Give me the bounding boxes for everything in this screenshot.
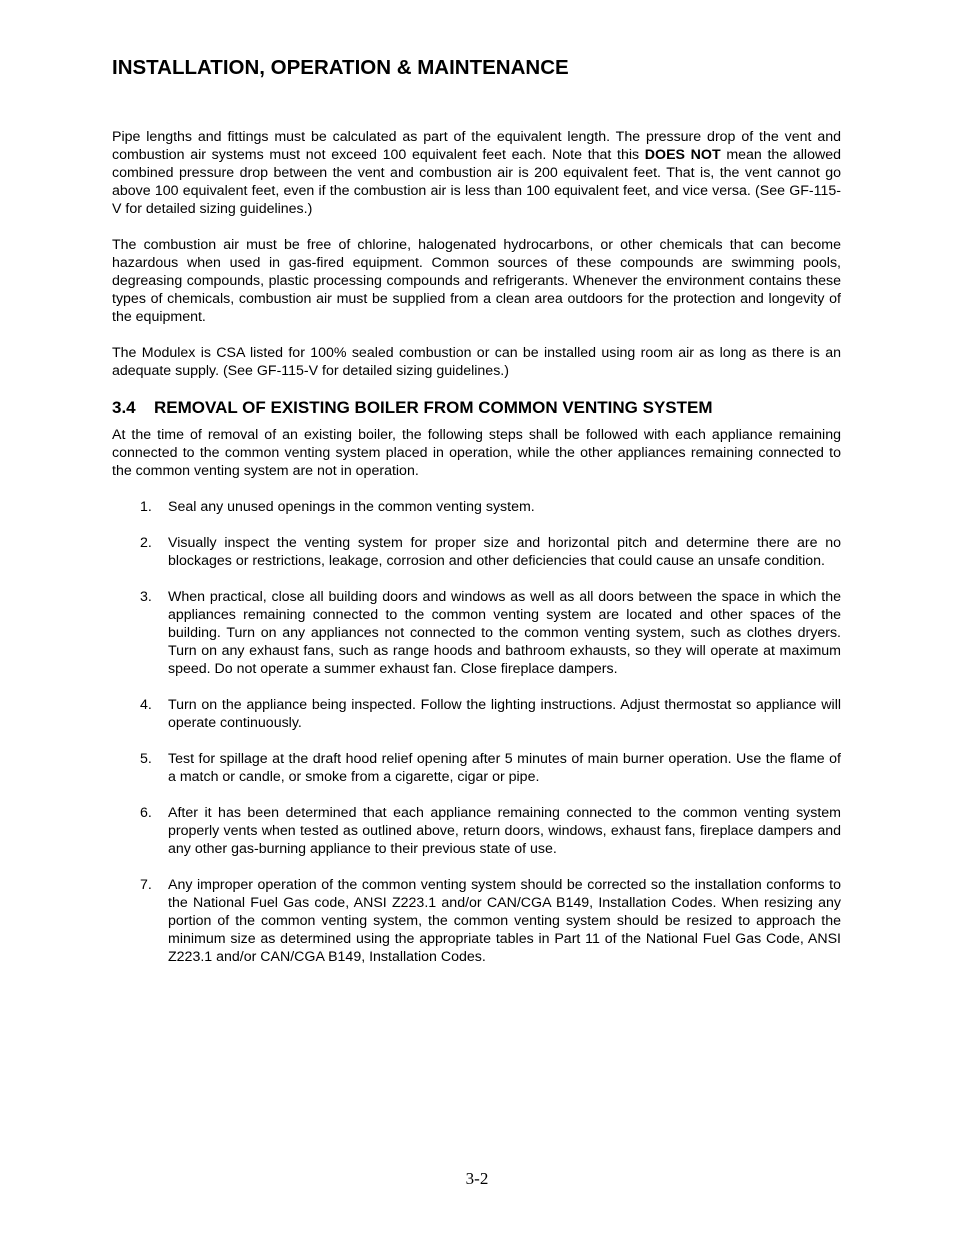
step-text: Any improper operation of the common venting system should be corrected so the installation conforms to the National Fuel Gas code, ANSI Z223.1 and/or CAN/CGA B149, Installation Codes. When resizing any portion of the common venting system, the common venting system should be resized to approach the minimum size as determined using the appropriate tables in Part 11 of the National Fuel Gas Code, ANSI Z223.1 and/or CAN/CGA B149, Installation Codes.: [168, 877, 841, 965]
step-number: 1.: [140, 499, 152, 515]
step-number: 7.: [140, 877, 152, 893]
paragraph-text: Pipe lengths and fittings must be calculated as part of the equivalent length. The pressure drop of the vent and combustion air systems must not exceed 100 equivalent feet each. Note that this: [112, 129, 841, 163]
list-item: [112, 876, 841, 966]
step-text: Test for spillage at the draft hood relief opening after 5 minutes of main burner operation. Use the flame of a match or candle, or smoke from a cigarette, cigar or pipe.: [168, 751, 841, 785]
list-item: [112, 588, 841, 678]
list-item: [112, 498, 841, 516]
paragraph-csa-listing: The Modulex is CSA listed for 100% sealed combustion or can be installed using room air as long as there is an adequate supply. (See GF-115-V for detailed sizing guidelines.): [112, 345, 841, 379]
section-title: REMOVAL OF EXISTING BOILER FROM COMMON VENTING SYSTEM: [154, 398, 713, 417]
emphasis-text: DOES NOT: [644, 147, 721, 163]
step-number: 5.: [140, 751, 152, 767]
list-item: [112, 534, 841, 570]
page-title: INSTALLATION, OPERATION & MAINTENANCE: [112, 56, 569, 79]
list-item: [112, 750, 841, 786]
step-text: Seal any unused openings in the common venting system.: [168, 499, 535, 515]
step-text: When practical, close all building doors and windows as well as all doors between the space in which the appliances remaining connected to the common venting system are located and other spaces of the building. Turn on any appliances not connected to the common venting system, such as clothes dryers. Turn on any exhaust fans, such as range hoods and bathroom exhausts, so they will operate at maximum speed. Do not operate a summer exhaust fan. Close fireplace dampers.: [168, 589, 841, 677]
paragraph-text: mean the allowed combined pressure drop between the vent and combustion air is 200 equivalent feet. That is, the vent cannot go above 100 equivalent feet, even if the combustion air is less than 100 equivalent feet, and vice versa. (See GF-115-V for detailed sizing guidelines.): [112, 147, 841, 217]
page-content: [112, 128, 841, 966]
steps-list: [112, 498, 841, 966]
section-number: 3.4: [112, 398, 136, 417]
step-text: Turn on the appliance being inspected. Follow the lighting instructions. Adjust thermostat so appliance will operate continuously.: [168, 697, 841, 731]
step-number: 6.: [140, 805, 152, 821]
step-number: 4.: [140, 697, 152, 713]
section-intro: At the time of removal of an existing boiler, the following steps shall be followed with each appliance remaining connected to the common venting system placed in operation, while the other appliances remaining connected to the common venting system are not in operation.: [112, 427, 841, 479]
paragraph-equivalent-length: [112, 128, 841, 218]
section-heading: [112, 398, 841, 418]
page-number: 3-2: [465, 1169, 489, 1188]
list-item: [112, 804, 841, 858]
step-number: 2.: [140, 535, 152, 551]
step-number: 3.: [140, 589, 152, 605]
paragraph-combustion-air: The combustion air must be free of chlorine, halogenated hydrocarbons, or other chemicals that can become hazardous when used in gas-fired equipment. Common sources of these compounds are swimming pools, degreasing compounds, plastic processing compounds and refrigerants. Whenever the environment contains these types of chemicals, combustion air must be supplied from a clean area outdoors for the protection and longevity of the equipment.: [112, 237, 841, 325]
list-item: [112, 696, 841, 732]
step-text: After it has been determined that each appliance remaining connected to the common venting system properly vents when tested as outlined above, return doors, windows, exhaust fans, fireplace dampers and any other gas-burning appliance to their previous state of use.: [168, 805, 841, 857]
step-text: Visually inspect the venting system for proper size and horizontal pitch and determine there are no blockages or restrictions, leakage, corrosion and other deficiencies that could cause an unsafe condition.: [168, 535, 841, 569]
